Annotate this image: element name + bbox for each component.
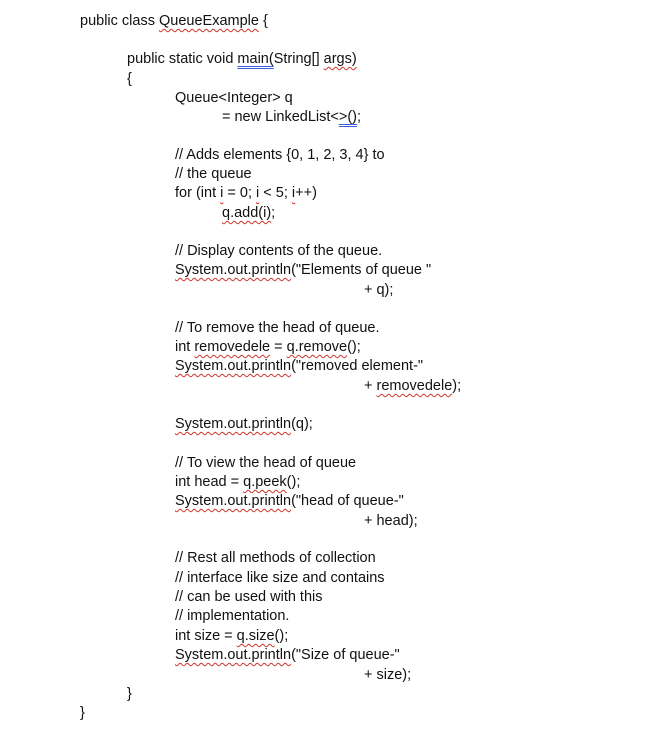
code-line [222,108,361,126]
code-text: ("removed element-" [291,358,424,374]
code-line [175,473,300,491]
code-text: (); [286,474,301,490]
code-line [127,70,132,88]
code-text: int [175,339,195,355]
code-text: // implementation. [175,608,290,624]
flagged-word: System.out.println [175,416,292,432]
flagged-word: System.out.println [175,493,292,509]
code-text: ); [452,378,462,394]
code-line [175,261,431,279]
code-text: // To remove the head of queue. [175,320,380,336]
code-text: // Display contents of the queue. [175,243,383,259]
code-text: = [270,339,287,355]
code-text: } [80,705,85,721]
code-line [175,454,356,472]
code-text: = 0; [223,185,257,201]
code-text: for (int [175,185,221,201]
code-line [175,146,385,164]
code-line [175,357,423,375]
code-line [175,338,361,356]
code-line [175,627,288,645]
code-text: ++) [295,185,317,201]
flagged-word: args) [323,51,357,67]
code-text: + q); [364,282,394,298]
code-line [364,512,418,530]
code-text: } [127,686,132,702]
code-text: // the queue [175,166,252,182]
code-line [80,704,85,722]
code-text: Queue<Integer> q [175,90,293,106]
flagged-word: removedele [194,339,271,355]
code-line [364,377,461,395]
code-line [175,89,293,107]
code-text: = new LinkedList< [222,109,339,125]
flagged-word: System.out.println [175,647,292,663]
flagged-word: removedele [376,378,453,394]
code-line [80,12,268,30]
code-line [175,492,404,510]
code-text: // can be used with this [175,589,323,605]
code-text: ("Elements of queue " [291,262,432,278]
code-text: { [258,13,268,29]
code-text: // interface like size and contains [175,570,385,586]
code-line [175,588,323,606]
code-text: ("Size of queue-" [291,647,400,663]
code-line [175,242,382,260]
code-line [127,50,357,68]
code-text: (); [274,628,289,644]
flagged-word: i [291,185,296,201]
code-text: ("head of queue-" [291,493,404,509]
code-text: public static void [127,51,238,67]
code-text: + head); [364,513,418,529]
code-line [175,165,252,183]
code-line [175,549,376,567]
flagged-word: System.out.println [175,358,292,374]
code-text: (q); [291,416,313,432]
code-line [222,204,275,222]
flagged-word: i [220,185,224,201]
flagged-word: i [256,185,260,201]
code-text: // Rest all methods of collection [175,550,376,566]
code-line [175,319,380,337]
code-text: { [127,71,132,87]
flagged-word: q.size [236,628,275,644]
code-text: (); [347,339,361,355]
flagged-word: >() [338,109,358,125]
flagged-word: q.remove [286,339,348,355]
flagged-word: main( [237,51,274,67]
code-line [364,281,393,299]
flagged-word: q.peek [243,474,287,490]
code-line [127,685,132,703]
code-line [175,607,289,625]
code-text: + size); [364,667,412,683]
code-line [175,569,385,587]
code-text: int size = [175,628,237,644]
code-text: + [364,378,377,394]
code-line [175,646,400,664]
code-text: < 5; [259,185,292,201]
code-text: ; [271,205,276,221]
code-text: ; [357,109,362,125]
code-text: int head = [175,474,244,490]
flagged-word: q.add(i) [222,205,272,221]
code-line [364,666,411,684]
code-text: // Adds elements {0, 1, 2, 3, 4} to [175,147,385,163]
flagged-word: QueueExample [158,13,259,29]
code-text: String[] [273,51,324,67]
code-line [175,184,317,202]
flagged-word: System.out.println [175,262,292,278]
code-text: public class [80,13,159,29]
code-line [175,415,313,433]
code-text: // To view the head of queue [175,455,357,471]
